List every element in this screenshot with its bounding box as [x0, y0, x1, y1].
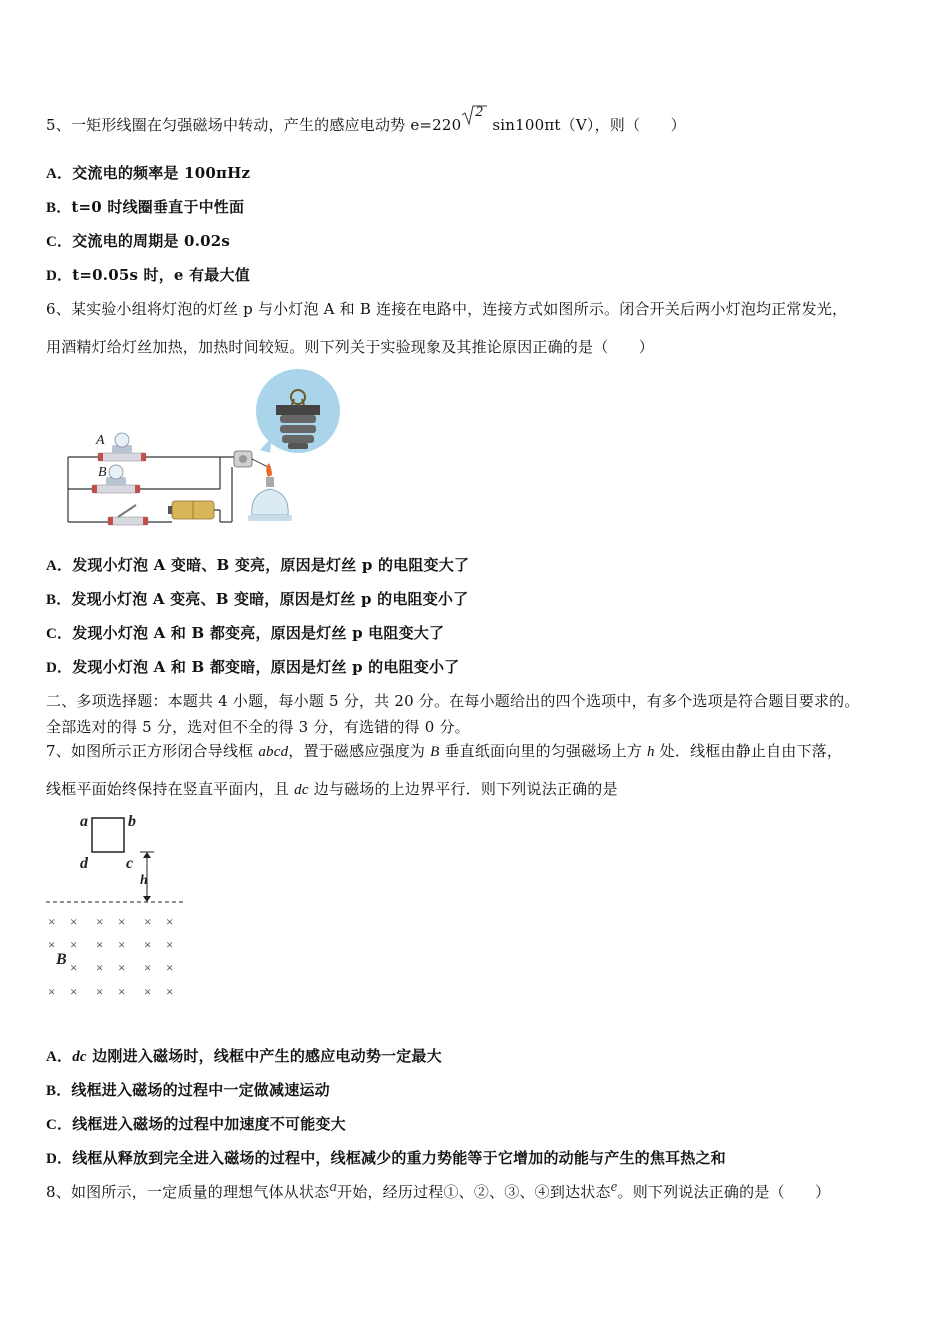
q7-option-b[interactable]: B．线框进入磁场的过程中一定做减速运动 — [46, 1081, 330, 1099]
label-c: c — [126, 855, 134, 872]
field-cross: × — [118, 937, 126, 952]
field-cross: × — [96, 984, 104, 999]
field-cross: × — [118, 960, 126, 975]
q6-option-c[interactable]: C．发现小灯泡 A 和 B 都变亮，原因是灯丝 p 电阻变大了 — [46, 624, 445, 642]
lamp-a — [95, 433, 146, 461]
q6-option-a[interactable]: A．发现小灯泡 A 变暗、B 变亮，原因是灯丝 p 的电阻变大了 — [46, 556, 470, 574]
field-cross: × — [70, 914, 78, 929]
q7-stem-line1: 7、如图所示正方形闭合导线框 abcd，置于磁感应强度为 B 垂直纸面向里的匀强磁场上方 h 处．线框由静止自由下落， — [46, 742, 843, 760]
state-e: e — [610, 1179, 618, 1195]
field-cross: × — [96, 914, 104, 929]
label-b: b — [128, 813, 136, 830]
switch — [108, 505, 148, 525]
q7-option-d[interactable]: D．线框从释放到完全进入磁场的过程中，线框减少的重力势能等于它增加的动能与产生的焦耳热之和 — [46, 1149, 726, 1167]
field-cross: × — [118, 984, 126, 999]
label-B: B — [56, 951, 67, 968]
q5-stem — [46, 104, 686, 136]
field-cross: × — [70, 937, 78, 952]
q5-option-b[interactable]: B．t=0 时线圈垂直于中性面 — [46, 198, 245, 216]
q5-option-c[interactable]: C．交流电的周期是 0.02s — [46, 232, 231, 250]
field-cross: × — [166, 960, 174, 975]
field-cross: × — [144, 960, 152, 975]
field-cross: × — [144, 937, 152, 952]
q5-stem-post: sin100πt（V），则（ ） — [487, 116, 686, 134]
q5-sqrt-arg: 2 — [475, 104, 484, 120]
lamp-b-label: B — [98, 465, 107, 480]
lamp-b — [92, 465, 140, 493]
field-cross: × — [70, 984, 78, 999]
section2-line1: 二、多项选择题：本题共 4 小题，每小题 5 分，共 20 分。在每小题给出的四个选项中，有多个选项是符合题目要求的。 — [46, 692, 860, 710]
battery — [168, 501, 214, 519]
q6-stem-line2: 用酒精灯给灯丝加热，加热时间较短。则下列关于实验现象及其推论原因正确的是（ ） — [46, 338, 655, 356]
q7-option-a[interactable]: A．dc 边刚进入磁场时，线框中产生的感应电动势一定最大 — [46, 1047, 442, 1065]
q5-option-d[interactable]: D．t=0.05s 时，e 有最大值 — [46, 266, 250, 284]
filament-holder — [234, 451, 268, 467]
state-a: a — [329, 1179, 338, 1195]
label-d: d — [80, 855, 88, 872]
q6-circuit-figure — [62, 365, 342, 530]
sqrt-symbol — [461, 104, 487, 136]
q7-option-c[interactable]: C．线框进入磁场的过程中加速度不可能变大 — [46, 1115, 346, 1133]
field-cross: × — [48, 937, 56, 952]
label-a: a — [80, 813, 88, 830]
lamp-a-label: A — [96, 433, 105, 448]
q7-magnetic-field-figure — [44, 810, 194, 1010]
section2-line2: 全部选对的得 5 分，选对但不全的得 3 分，有选错的得 0 分。 — [46, 718, 470, 736]
q8-stem: 8、如图所示，一定质量的理想气体从状态a开始，经历过程①、②、③、④到达状态e。则下列说法正确的是（ ） — [46, 1179, 831, 1201]
field-cross: × — [118, 914, 126, 929]
field-cross: × — [166, 937, 174, 952]
q5-stem-pre: 5、一矩形线圈在匀强磁场中转动，产生的感应电动势 e=220 — [46, 116, 462, 134]
q5-option-a[interactable]: A．交流电的频率是 100πHz — [46, 164, 251, 182]
field-cross-grid — [48, 914, 173, 999]
field-cross: × — [70, 960, 78, 975]
wire-frame — [92, 818, 124, 852]
field-cross: × — [166, 914, 174, 929]
q7-stem-line2: 线框平面始终保持在竖直平面内，且 dc 边与磁场的上边界平行．则下列说法正确的是 — [46, 780, 618, 798]
q6-option-d[interactable]: D．发现小灯泡 A 和 B 都变暗，原因是灯丝 p 的电阻变小了 — [46, 658, 460, 676]
field-cross: × — [96, 960, 104, 975]
field-cross: × — [48, 914, 56, 929]
label-h: h — [140, 873, 148, 888]
field-cross: × — [166, 984, 174, 999]
q6-stem-line1: 6、某实验小组将灯泡的灯丝 p 与小灯泡 A 和 B 连接在电路中，连接方式如图所示。闭合开关后两小灯泡均正常发光， — [46, 300, 848, 318]
field-cross: × — [144, 984, 152, 999]
alcohol-lamp — [248, 463, 292, 521]
q6-option-b[interactable]: B．发现小灯泡 A 变亮、B 变暗，原因是灯丝 p 的电阻变小了 — [46, 590, 469, 608]
field-cross: × — [144, 914, 152, 929]
field-cross: × — [48, 984, 56, 999]
magnified-filament-bubble — [256, 369, 340, 453]
field-cross: × — [96, 937, 104, 952]
